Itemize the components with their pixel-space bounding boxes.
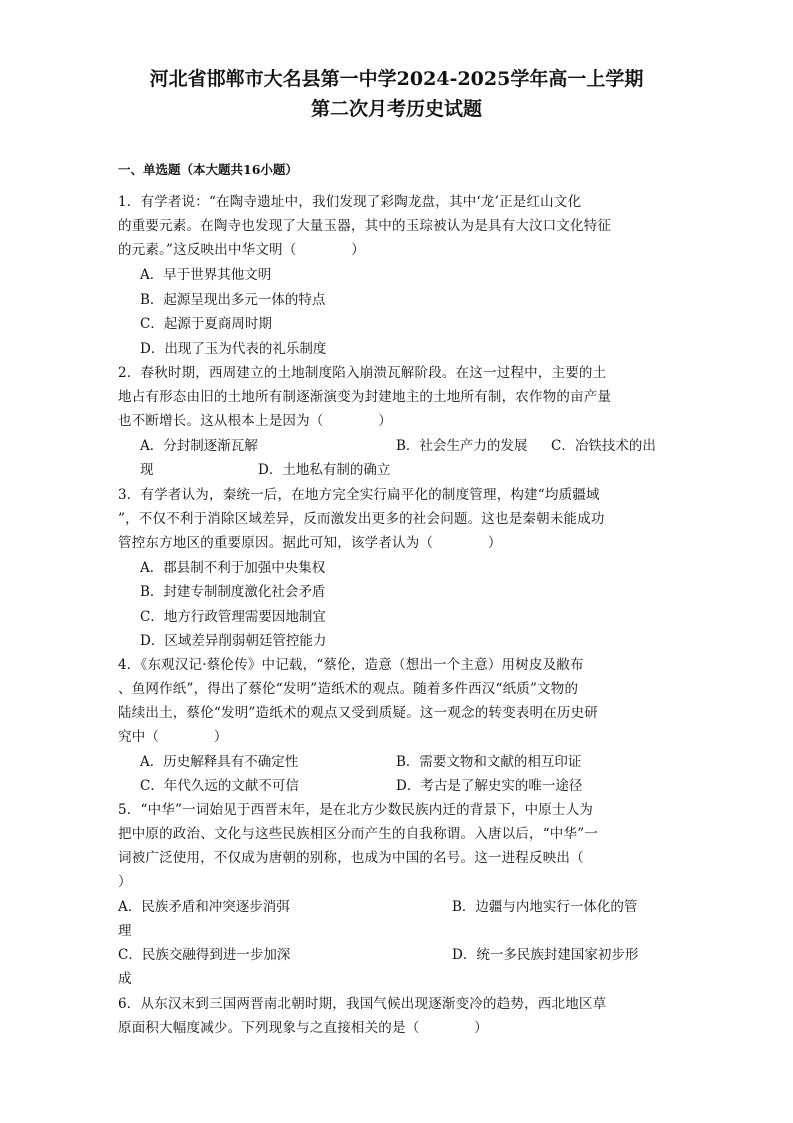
q1-option-d: D．出现了玉为代表的礼乐制度: [140, 341, 327, 357]
q3-option-c: C．地方行政管理需要因地制宜: [140, 609, 326, 625]
q3-option-d: D．区域差异削弱朝廷管控能力: [140, 633, 327, 649]
q2-line-2: 地占有形态由旧的土地所有制逐渐演变为封建地主的土地所有制，农作物的亩产量: [118, 389, 612, 405]
q5-option-d: D．统一多民族封建国家初步形: [452, 947, 639, 963]
q5-line-3: 词被广泛使用，不仅成为唐朝的别称，也成为中国的名号。这一进程反映出（: [118, 850, 584, 866]
q5-option-a: A．民族矛盾和冲突逐步消弭: [118, 899, 290, 915]
q5-option-b-cont: 理: [118, 923, 132, 939]
q5-option-c: C．民族交融得到进一步加深: [118, 947, 291, 963]
q3-line-3: 管控东方地区的重要原因。据此可知，该学者认为（ ）: [118, 535, 502, 551]
q4-option-b: B．需要文物和文献的相互印证: [396, 754, 582, 770]
q6-line-2: 原面积大幅度减少。下列现象与之直接相关的是（ ）: [118, 1020, 488, 1036]
q5-line-4: ）: [118, 874, 132, 890]
q5-line-2: 把中原的政治、文化与这些民族相区分而产生的自我称谓。入唐以后，“中华”一: [118, 826, 599, 842]
q4-line-2: 、鱼网作纸”，得出了蔡伦“发明”造纸术的观点。随着多件西汉“纸质”文物的: [118, 681, 579, 697]
q6-line-1: 6．从东汉末到三国两晋南北朝时期，我国气候出现逐渐变冷的趋势，西北地区草: [118, 996, 607, 1012]
q2-option-b: B．社会生产力的发展: [396, 438, 528, 454]
q1-line-3: 的元素。”这反映出中华文明（ ）: [118, 242, 365, 258]
q5-option-d-cont: 成: [118, 971, 132, 987]
q3-option-b: B．封建专制制度激化社会矛盾: [140, 584, 326, 600]
q4-option-d: D．考古是了解史实的唯一途径: [396, 778, 583, 794]
title-line-2: 第二次月考历史试题: [310, 98, 482, 120]
q2-option-a: A．分封制逐渐瓦解: [140, 438, 258, 454]
exam-title: [0, 64, 793, 124]
q5-option-b: B．边疆与内地实行一体化的管: [452, 899, 638, 915]
q4-option-c: C．年代久远的文献不可信: [140, 778, 299, 794]
title-line-1: 河北省邯郸市大名县第一中学2024-2025学年高一上学期: [149, 68, 644, 90]
q4-line-4: 究中（ ）: [118, 729, 228, 745]
q2-line-1: 2．春秋时期，西周建立的土地制度陷入崩溃瓦解阶段。在这一过程中，主要的土: [118, 365, 607, 381]
q1-line-2: 的重要元素。在陶寺也发现了大量玉器，其中的玉琮被认为是具有大汶口文化特征: [118, 218, 612, 234]
q2-option-c-cont: 现: [140, 462, 154, 478]
q3-line-1: 3．有学者认为，秦统一后，在地方完全实行扁平化的制度管理，构建“均质疆域: [118, 487, 600, 503]
q1-option-c: C．起源于夏商周时期: [140, 316, 272, 332]
q2-option-c: C．冶铁技术的出: [551, 438, 656, 454]
q5-line-1: 5．“中华”一词始见于西晋末年，是在北方少数民族内迁的背景下，中原士人为: [118, 802, 594, 818]
q1-option-b: B．起源呈现出多元一体的特点: [140, 292, 326, 308]
q3-option-a: A．郡县制不利于加强中央集权: [140, 560, 326, 576]
q1-line-1: 1．有学者说：“在陶寺遗址中，我们发现了彩陶龙盘，其中‘龙’正是红山文化: [118, 194, 582, 210]
q3-line-2: ”，不仅不利于消除区域差异，反而激发出更多的社会问题。这也是秦朝未能成功: [118, 511, 605, 527]
q2-option-d: D．土地私有制的确立: [258, 462, 391, 478]
q1-option-a: A．早于世界其他文明: [140, 267, 272, 283]
q4-option-a: A．历史解释具有不确定性: [140, 754, 299, 770]
q2-line-3: 也不断增长。这从根本上是因为（ ）: [118, 413, 392, 429]
section-heading: 一、单选题（本大题共16小题）: [118, 162, 298, 177]
q4-line-1: 4．《东观汉记·蔡伦传》中记载，“蔡伦，造意（想出一个主意）用树皮及敝布: [118, 657, 584, 673]
q4-line-3: 陆续出土，蔡伦“发明”造纸术的观点又受到质疑。这一观念的转变表明在历史研: [118, 705, 599, 721]
